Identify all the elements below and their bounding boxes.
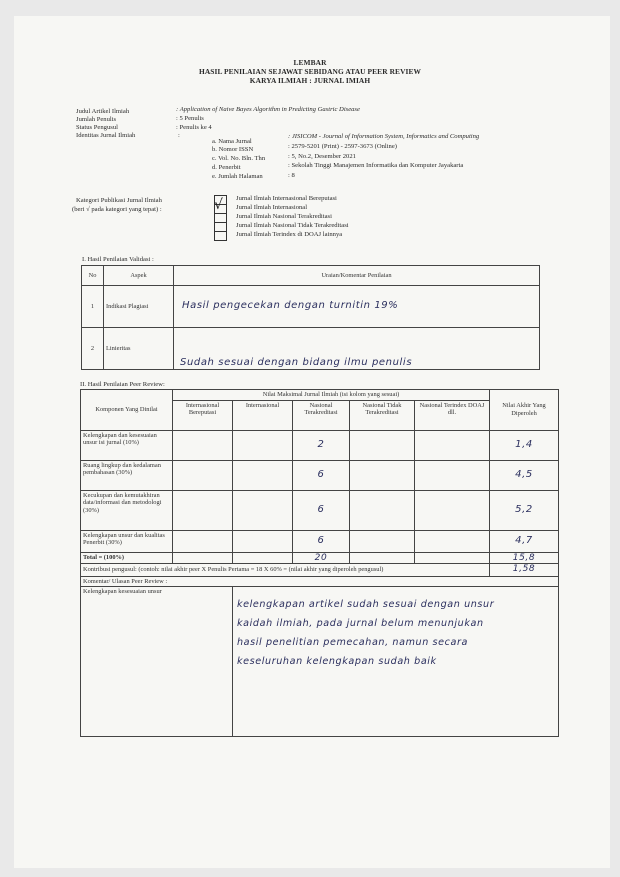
kategori-option-2: Jurnal Ilmiah Internasional: [236, 204, 308, 211]
kategori-instruction: (beri √ pada kategori yang tepat) :: [72, 206, 162, 213]
header-title-hasil: HASIL PENILAIAN SEJAWAT SEBIDANG ATAU PEER REVIEW: [198, 67, 421, 76]
jumlah-penulis-value: : 5 Penulis: [176, 115, 204, 122]
col-internasional-bereputasi: Internasional Bereputasi: [173, 400, 233, 430]
col-nilai-akhir: Nilai Akhir Yang Diperoleh: [490, 390, 559, 431]
total-akhir: 15,8: [490, 552, 559, 563]
table-row: [82, 286, 540, 328]
col-no: No: [82, 266, 104, 286]
kategori-option-3: Jurnal Ilmiah Nasional Terakreditasi: [236, 213, 332, 220]
kategori-label: Kategori Publikasi Jurnal Ilmiah: [76, 197, 162, 204]
checkbox-terindex-doaj[interactable]: [214, 231, 227, 241]
col-komponen: Komponen Yang Dinilai: [81, 390, 173, 431]
identitas-colon: :: [178, 132, 180, 139]
komponen-label: Kelengkapan unsur dan kualitas Penerbit (30%): [81, 530, 173, 552]
nilai-nasional: 6: [293, 460, 350, 490]
identitas-jurnal-label: Identitas Jurnal Ilmiah: [76, 132, 136, 139]
komentar-line: kaidah ilmiah, pada jurnal belum menunjukan: [237, 618, 484, 630]
nilai-akhir: 4,7: [490, 530, 559, 552]
kontribusi-row: [81, 563, 559, 576]
komentar-title: Komentar/ Ulasan Peer Review :: [81, 576, 559, 587]
total-nasional: 20: [293, 552, 350, 563]
nilai-akhir: 1,4: [490, 430, 559, 460]
kontribusi-label: Kontribusi pengusul: (contoh: nilai akhir peer X Penulis Pertama = 18 X 60% = (nilai akhir yang diperoleh pengusul): [81, 563, 490, 576]
nama-jurnal-label: a. Nama Jurnal: [212, 138, 252, 145]
kontribusi-value: 1,58: [490, 563, 559, 576]
section-peer-title: II. Hasil Penilaian Peer Review:: [80, 381, 165, 388]
row-aspek: Indikasi Plagiasi: [104, 286, 174, 328]
table-row: [81, 460, 559, 490]
nilai-akhir: 4,5: [490, 460, 559, 490]
nilai-akhir: 5,2: [490, 490, 559, 530]
jumlah-penulis-label: Jumlah Penulis: [76, 116, 117, 123]
section-validasi-title: I. Hasil Penilaian Validasi :: [82, 256, 154, 263]
nilai-nasional: 6: [293, 490, 350, 530]
kategori-option-5: Jurnal Ilmiah Terindex di DOAJ lainnya: [236, 231, 343, 238]
kategori-option-1: Jurnal Ilmiah Internasional Bereputasi: [236, 195, 337, 202]
nilai-nasional: 2: [293, 430, 350, 460]
judul-value: : Application of Naive Bayes Algorithm in Predicting Gastric Disease: [176, 106, 360, 113]
table-row: [81, 490, 559, 530]
peer-review-table: [80, 389, 559, 737]
halaman-label: e. Jumlah Halaman: [212, 173, 263, 180]
col-nasional-terakreditasi: Nasional Terakreditasi: [293, 400, 350, 430]
row-no: 1: [82, 286, 104, 328]
col-internasional: Internasional: [233, 400, 293, 430]
komponen-label: Ruang lingkup dan kedalaman pembahasan (30%): [81, 460, 173, 490]
check-mark: √: [214, 197, 224, 213]
kategori-option-4: Jurnal Ilmiah Nasional Tidak Terakreditasi: [236, 222, 349, 229]
total-label: Total = (100%): [81, 552, 173, 563]
row-aspek: Linieritas: [104, 328, 174, 370]
col-uraian: Uraian/Komentar Penilaian: [174, 266, 540, 286]
komentar-line: kelengkapan artikel sudah sesuai dengan unsur: [237, 599, 495, 611]
validasi-table: [81, 265, 540, 370]
komponen-label: Kecukupan dan kemutakhiran data/informasi dan metodologi (30%): [81, 490, 173, 530]
col-terindex-doaj: Nasional Terindex DOAJ dll.: [415, 400, 490, 430]
row-no: 2: [82, 328, 104, 370]
col-nasional-tidak-terakreditasi: Nasional Tidak Terakreditasi: [350, 400, 415, 430]
nilai-nasional: 6: [293, 530, 350, 552]
table-row: [82, 328, 540, 370]
table-row: [81, 430, 559, 460]
komentar-linieritas-text: Sudah sesuai dengan bidang ilmu penulis: [180, 357, 413, 369]
komentar-linieritas: [174, 328, 540, 370]
header-title-karya: KARYA ILMIAH : JURNAL IMIAH: [249, 76, 371, 85]
komentar-plagiasi: [174, 286, 540, 328]
komentar-line: keseluruhan kelengkapan sudah baik: [237, 656, 437, 668]
halaman-value: : 8: [288, 172, 295, 179]
judul-label: Judul Artikel Ilmiah: [76, 108, 130, 115]
table-row: [81, 530, 559, 552]
nama-jurnal-value: : JISICOM - Journal of Information System, Informatics and Computing: [288, 133, 480, 140]
penerbit-value: : Sekolah Tinggi Manajemen Informatika dan Komputer Jayakarta: [288, 162, 464, 169]
penerbit-label: d. Penerbit: [212, 164, 241, 171]
status-pengusul-label: Status Pengusul: [76, 124, 118, 131]
issn-value: : 2579-5201 (Print) - 2597-3673 (Online): [288, 143, 397, 150]
komentar-aspek: Kelengkapan kesesuaian unsur: [81, 587, 233, 737]
komponen-label: Kelengkapan dan kesesuaian unsur isi jurnal (10%): [81, 430, 173, 460]
volume-label: c. Vol. No. Bln. Thn: [212, 155, 266, 162]
komentar-line: hasil penelitian pemecahan, namun secara: [237, 637, 469, 649]
issn-label: b. Nomor ISSN: [212, 146, 254, 153]
komentar-plagiasi-text: Hasil pengecekan dengan turnitin 19%: [182, 300, 399, 312]
col-aspek: Aspek: [104, 266, 174, 286]
komentar-row: [81, 587, 559, 737]
komentar-body: [233, 587, 559, 737]
status-pengusul-value: : Penulis ke 4: [176, 124, 212, 131]
volume-value: : 5, No.2, Desember 2021: [288, 153, 356, 160]
col-nilai-maksimal: Nilai Maksimal Jurnal Ilmiah (isi kolom yang sesuai): [173, 390, 490, 401]
total-row: [81, 552, 559, 563]
header-title-lembar: LEMBAR: [293, 58, 327, 67]
